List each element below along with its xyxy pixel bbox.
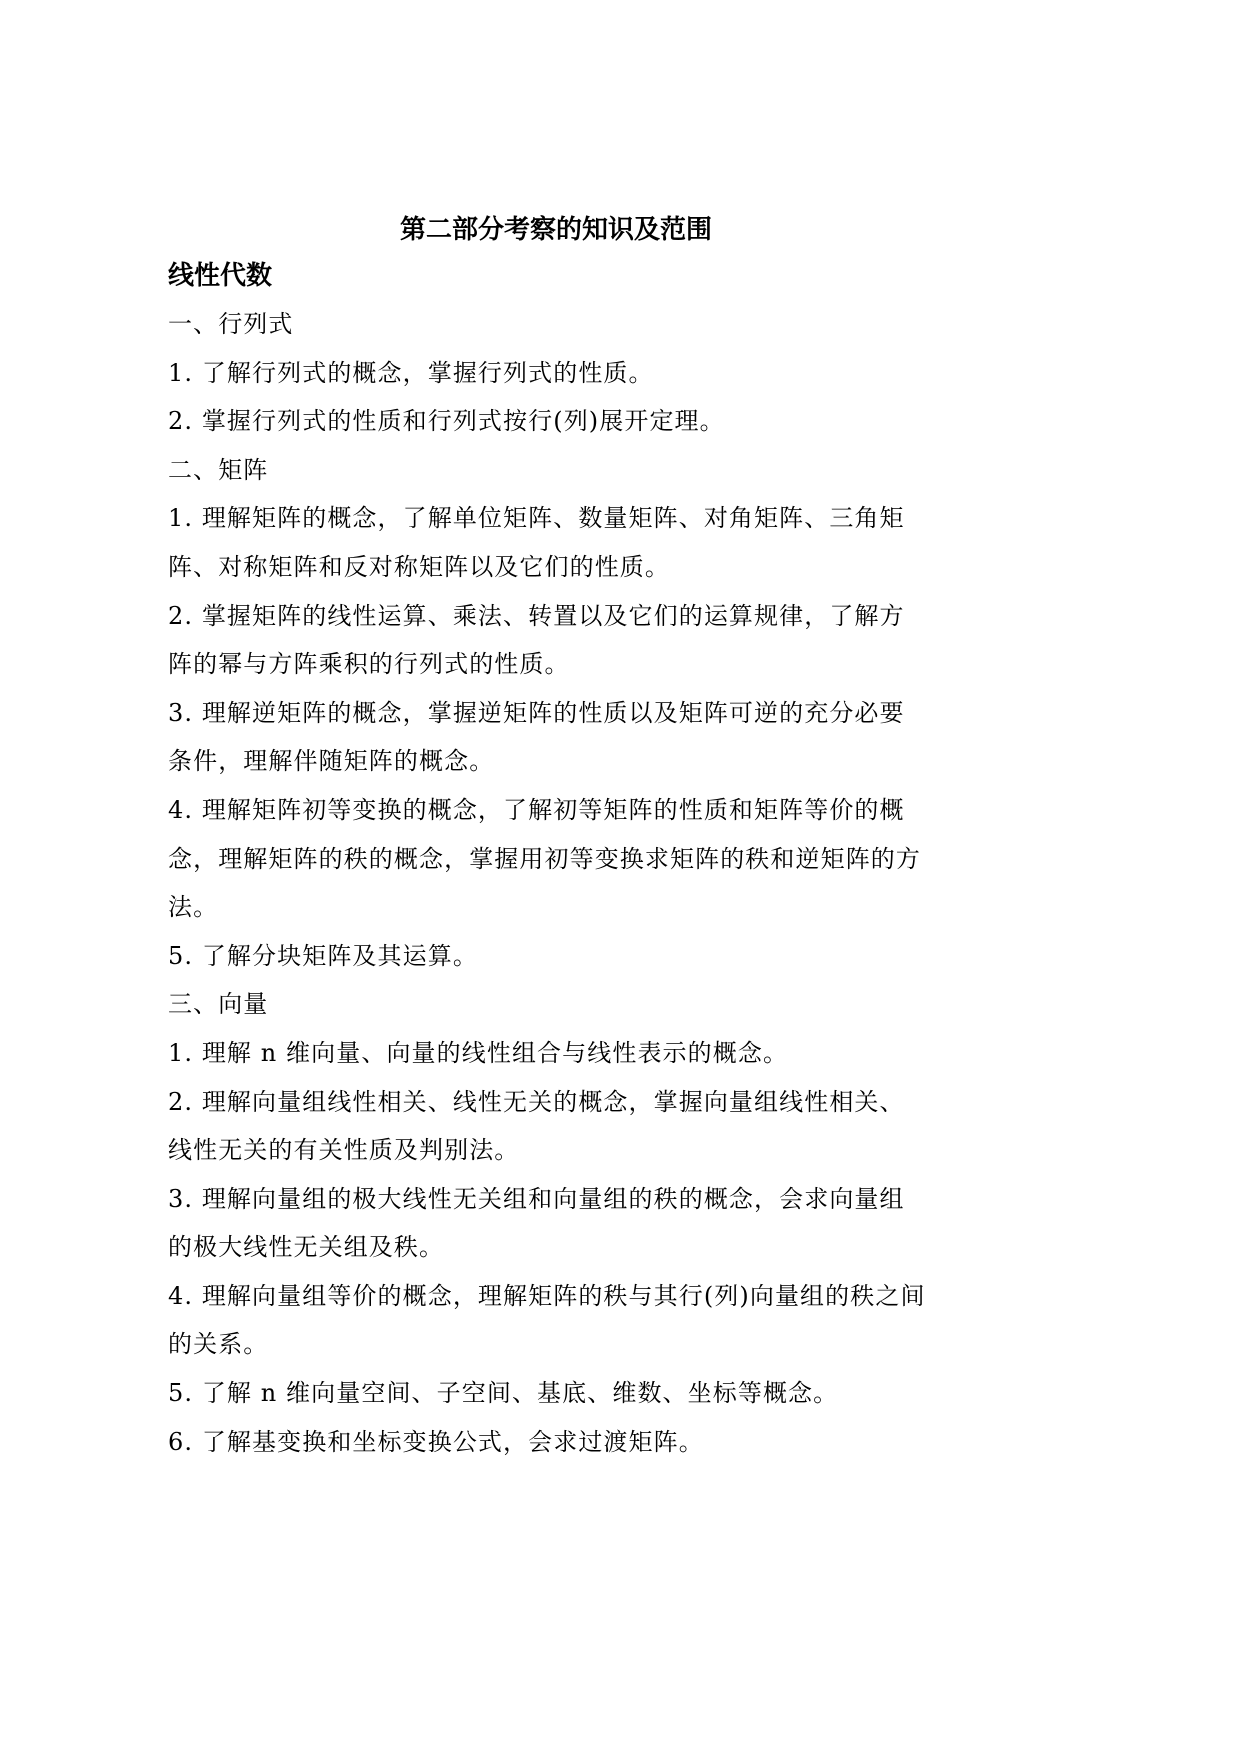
list-item [168, 1078, 944, 1175]
list-item [168, 592, 944, 689]
list-item [168, 786, 944, 932]
item-line: 法。 [168, 893, 219, 922]
list-item [168, 1418, 944, 1467]
item-line: 线性无关的有关性质及判别法。 [168, 1136, 520, 1165]
list-item [168, 932, 944, 981]
item-line: 2. 掌握行列式的性质和行列式按行(列)展开定理。 [168, 407, 725, 436]
item-line: 条件，理解伴随矩阵的概念。 [168, 747, 495, 776]
list-item [168, 349, 944, 398]
item-line: 阵、对称矩阵和反对称矩阵以及它们的性质。 [168, 552, 670, 581]
section-matrices [168, 446, 944, 981]
item-line: 1. 理解 n 维向量、向量的线性组合与线性表示的概念。 [168, 1038, 789, 1067]
item-line: 4. 理解矩阵初等变换的概念，了解初等矩阵的性质和矩阵等价的概 [168, 795, 905, 824]
item-line: 念，理解矩阵的秩的概念，掌握用初等变换求矩阵的秩和逆矩阵的方 [168, 844, 921, 873]
item-line: 的极大线性无关组及秩。 [168, 1233, 445, 1262]
item-line: 5. 了解分块矩阵及其运算。 [168, 941, 478, 970]
item-line: 6. 了解基变换和坐标变换公式，会求过渡矩阵。 [168, 1427, 704, 1456]
item-line: 2. 掌握矩阵的线性运算、乘法、转置以及它们的运算规律，了解方 [168, 601, 905, 630]
list-item [168, 494, 944, 591]
section-determinants [168, 300, 944, 446]
subject-heading: 线性代数 [168, 261, 273, 291]
list-item [168, 397, 944, 446]
item-line: 4. 理解向量组等价的概念，理解矩阵的秩与其行(列)向量组的秩之间 [168, 1281, 926, 1310]
item-line: 阵的幂与方阵乘积的行列式的性质。 [168, 650, 570, 679]
section-vectors [168, 980, 944, 1466]
document-title: 第二部分考察的知识及范围 [399, 215, 712, 245]
item-line: 3. 理解向量组的极大线性无关组和向量组的秩的概念，会求向量组 [168, 1184, 905, 1213]
section-heading: 二、矩阵 [168, 455, 269, 484]
item-line: 1. 理解矩阵的概念，了解单位矩阵、数量矩阵、对角矩阵、三角矩 [168, 504, 905, 533]
list-item [168, 1272, 944, 1369]
item-line: 1. 了解行列式的概念，掌握行列式的性质。 [168, 358, 654, 387]
item-line: 5. 了解 n 维向量空间、子空间、基底、维数、坐标等概念。 [168, 1379, 839, 1408]
item-line: 2. 理解向量组线性相关、线性无关的概念，掌握向量组线性相关、 [168, 1087, 905, 1116]
list-item [168, 1369, 944, 1418]
list-item [168, 1175, 944, 1272]
item-line: 的关系。 [168, 1330, 269, 1359]
list-item [168, 1029, 944, 1078]
section-heading: 三、向量 [168, 990, 269, 1019]
section-heading: 一、行列式 [168, 310, 294, 338]
item-line: 3. 理解逆矩阵的概念，掌握逆矩阵的性质以及矩阵可逆的充分必要 [168, 698, 905, 727]
document-page [168, 208, 944, 1466]
list-item [168, 689, 944, 786]
